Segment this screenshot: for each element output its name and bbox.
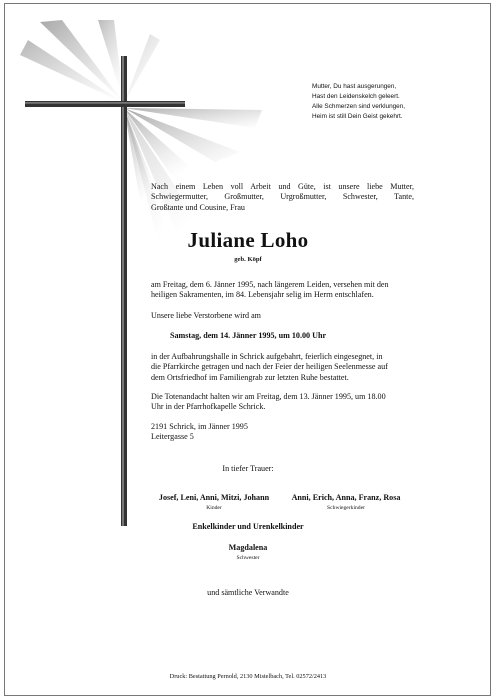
sibling-name: Magdalena [228,543,268,552]
address-line: 2191 Schrick, im Jänner 1995 [151,422,248,431]
inlaws-names: Anni, Erich, Anna, Franz, Rosa [291,493,401,502]
printer-footer: Druck: Bestattung Pernold, 2130 Mistelbach, Tel. 02572/2413 [169,673,327,680]
poem-verse [312,82,405,122]
poem-line: Hast den Leidenskelch geleert. [312,93,400,100]
children-names: Josef, Leni, Anni, Mitzi, Johann [158,493,270,502]
intro-line: Nach einem Leben voll Arbeit und Güte, ist unsere liebe Mutter, [151,182,414,191]
sibling-label: Schwester [236,555,260,561]
requiem-line: Uhr in der Pfarrhofkapelle Schrick. [151,402,266,412]
ceremony-line: dem Ortsfriedhof im Familiengrab zur letzten Ruhe bestattet. [151,372,349,382]
death-line: am Freitag, dem 6. Jänner 1995, nach längerem Leiden, versehen mit den [151,280,389,289]
ceremony-line: die Pfarrkirche getragen und nach der Feier der heiligen Seelenmesse auf [151,362,388,372]
intro-line: Großtante und Cousine, Frau [151,202,245,212]
viewing-date: Samstag, dem 14. Jänner 1995, um 10.00 Uhr [169,331,327,340]
address-line: Leitergasse 5 [151,432,194,442]
ceremony-line: in der Aufbahrungshalle in Schrick aufgebahrt, feierlich eingesegnet, in [151,352,383,361]
cross-vertical-beam [121,56,127,526]
light-rays [20,20,262,250]
children-label: Kinder [206,505,222,511]
viewing-intro: Unsere liebe Verstorbene wird am [151,311,261,320]
relatives: und sämtliche Verwandte [207,588,289,597]
grandchildren: Enkelkinder und Urenkelkinder [192,522,304,531]
mourning-heading: In tiefer Trauer: [222,464,274,473]
poem-line: Mutter, Du hast ausgerungen, [312,83,397,90]
deceased-name: Juliane Loho [187,228,309,252]
inlaws-label: Schwiegerkinder [327,505,365,511]
intro-line: Schwiegermutter, Großmutter, Urgroßmutter, Schwester, Tante, [151,192,414,202]
requiem-line: Die Totenandacht halten wir am Freitag, dem 13. Jänner 1995, um 18.00 [151,392,386,401]
poem-line: Heim ist still Dein Geist gekehrt. [312,113,403,120]
poem-line: Alle Schmerzen sind verklungen, [312,103,406,110]
cross-horizontal-beam [25,101,185,107]
death-line: heiligen Sakramenten, im 84. Lebensjahr selig im Herrn entschlafen. [151,290,374,300]
birth-name: geb. Köpf [234,256,262,263]
